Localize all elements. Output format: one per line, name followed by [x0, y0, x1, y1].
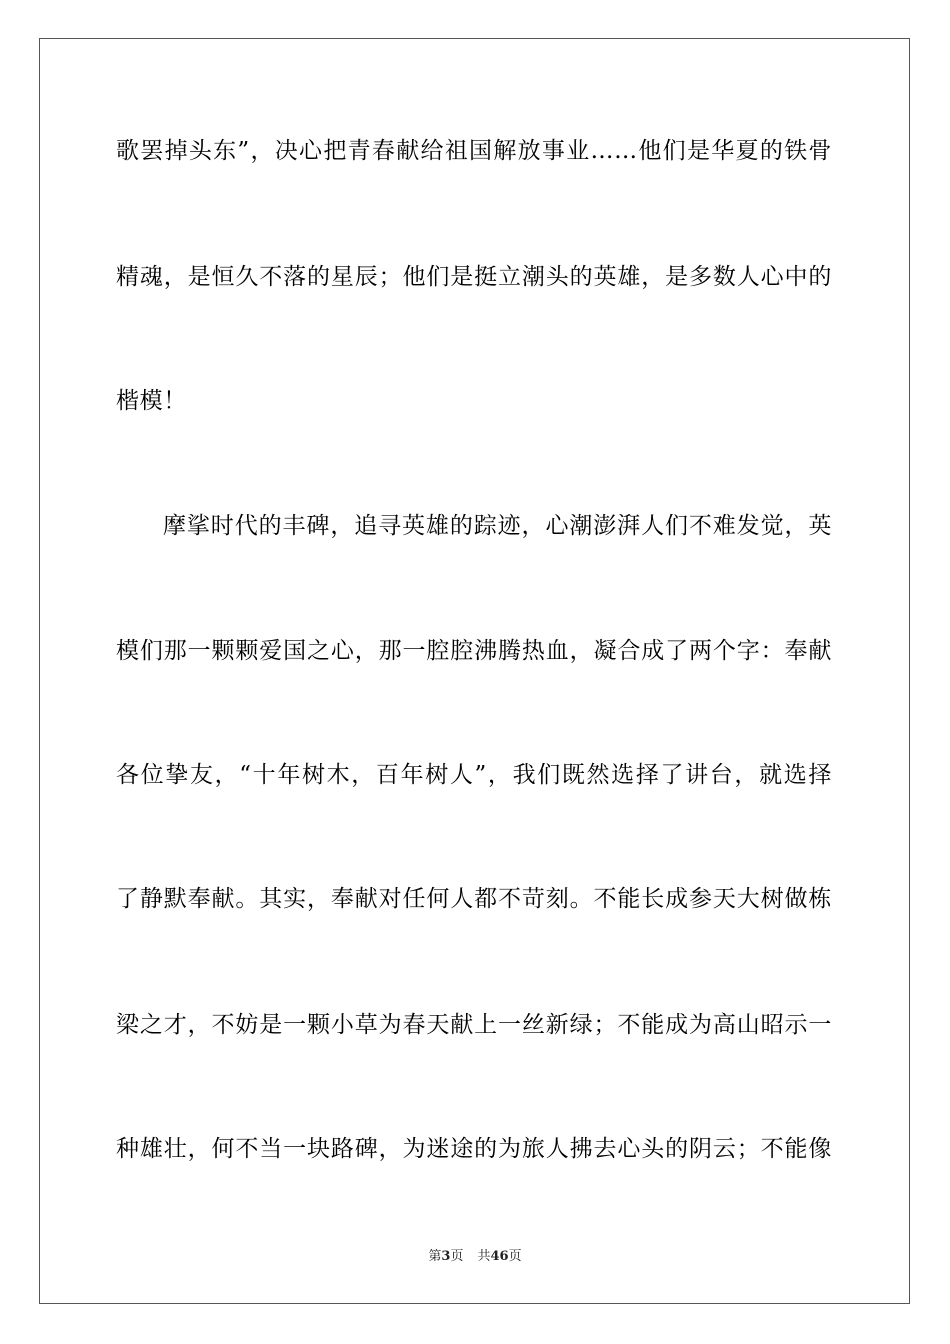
page-number: 3 — [441, 1249, 451, 1264]
total-prefix: 共 — [477, 1249, 491, 1264]
total-pages: 46 — [490, 1249, 509, 1264]
text-line: 模们那一颗颗爱国之心，那一腔腔沸腾热血，凝合成了两个字：奉献 — [116, 638, 832, 664]
page-prefix: 第 — [428, 1249, 442, 1264]
page-border — [39, 38, 910, 1304]
total-suffix: 页 — [508, 1249, 522, 1264]
page-footer — [0, 1248, 950, 1266]
text-line: 种雄壮，何不当一块路碑，为迷途的为旅人拂去心头的阴云；不能像 — [116, 1136, 832, 1162]
text-line: 歌罢掉头东”，决心把青春献给祖国解放事业……他们是华夏的铁骨 — [116, 138, 832, 164]
text-line: 楷模！ — [116, 388, 187, 414]
text-line: 了静默奉献。其实，奉献对任何人都不苛刻。不能长成参天大树做栋 — [116, 886, 832, 912]
text-line: 精魂，是恒久不落的星辰；他们是挺立潮头的英雄，是多数人心中的 — [116, 264, 832, 290]
text-line: 各位挚友，“十年树木，百年树人”，我们既然选择了讲台，就选择 — [116, 762, 832, 788]
paragraph-first-line: 摩挲时代的丰碑，追寻英雄的踪迹，心潮澎湃人们不难发觉，英 — [163, 513, 832, 539]
text-line: 梁之才，不妨是一颗小草为春天献上一丝新绿；不能成为高山昭示一 — [116, 1012, 832, 1038]
page-suffix: 页 — [450, 1249, 464, 1264]
